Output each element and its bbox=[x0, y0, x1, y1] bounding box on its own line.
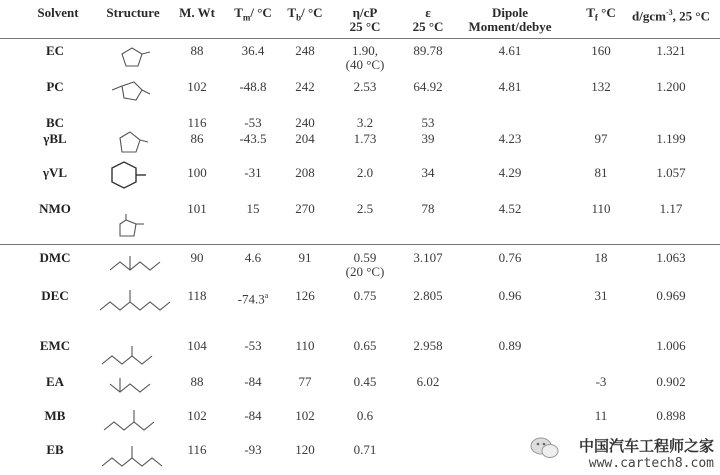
solvent-name: EA bbox=[45, 374, 65, 389]
viscosity-value: 2.0 bbox=[356, 165, 374, 180]
tb-value: 204 bbox=[295, 131, 315, 146]
tb-value: 242 bbox=[295, 79, 315, 94]
mw-value: 116 bbox=[187, 442, 207, 457]
ea-structure bbox=[104, 374, 164, 400]
watermark-url: www.cartech8.com bbox=[588, 456, 714, 471]
viscosity-value: 1.90, (40 °C) bbox=[345, 43, 385, 72]
dipole-value: 0.76 bbox=[498, 250, 522, 265]
tf-value: 97 bbox=[594, 131, 608, 146]
density-value: 0.898 bbox=[656, 408, 686, 423]
header-viscosity: η/cP 25 °C bbox=[349, 5, 381, 34]
permittivity-value: 2.805 bbox=[413, 288, 443, 303]
viscosity-value: 0.45 bbox=[353, 374, 377, 389]
viscosity-value: 0.65 bbox=[353, 338, 377, 353]
permittivity-value: 39 bbox=[421, 131, 435, 146]
density-value: 1.17 bbox=[659, 201, 683, 216]
header-rule bbox=[0, 38, 720, 39]
permittivity-value: 89.78 bbox=[413, 43, 443, 58]
density-value: 1.006 bbox=[656, 338, 686, 353]
dipole-value: 4.81 bbox=[498, 79, 522, 94]
tb-value: 110 bbox=[295, 338, 315, 353]
pc-structure bbox=[104, 76, 164, 110]
mw-value: 118 bbox=[187, 288, 207, 303]
mw-value: 100 bbox=[187, 165, 207, 180]
nmo-structure bbox=[108, 212, 160, 242]
permittivity-value: 78 bbox=[421, 201, 435, 216]
tf-value: -3 bbox=[595, 374, 607, 389]
solvent-name: PC bbox=[46, 79, 64, 94]
mw-value: 90 bbox=[190, 250, 204, 265]
header-tf: $T_f$ °C bbox=[586, 5, 616, 23]
viscosity-value: 0.75 bbox=[353, 288, 377, 303]
dmc-structure bbox=[104, 250, 164, 276]
mw-value: 101 bbox=[187, 201, 207, 216]
tm-value: 15 bbox=[246, 201, 260, 216]
header-permittivity: ε 25 °C bbox=[412, 5, 444, 34]
dipole-value: 0.96 bbox=[498, 288, 522, 303]
ec-structure bbox=[110, 40, 160, 80]
tm-value: -84 bbox=[244, 374, 262, 389]
eb-structure bbox=[98, 442, 174, 472]
tm-value: -93 bbox=[244, 442, 262, 457]
dipole-value: 4.52 bbox=[498, 201, 522, 216]
tm-value: -48.8 bbox=[239, 79, 267, 94]
viscosity-value: 0.59 (20 °C) bbox=[345, 250, 385, 279]
mw-value: 116 bbox=[187, 115, 207, 130]
dec-structure bbox=[96, 284, 174, 314]
tm-value: -53 bbox=[244, 338, 262, 353]
tb-value: 91 bbox=[298, 250, 312, 265]
tb-value: 120 bbox=[295, 442, 315, 457]
mw-value: 102 bbox=[187, 408, 207, 423]
solvent-name: EMC bbox=[39, 338, 71, 353]
dipole-value: 4.23 bbox=[498, 131, 522, 146]
dipole-value: 4.61 bbox=[498, 43, 522, 58]
tb-value: 208 bbox=[295, 165, 315, 180]
tb-value: 102 bbox=[295, 408, 315, 423]
tf-value: 31 bbox=[594, 288, 608, 303]
density-value: 1.057 bbox=[656, 165, 686, 180]
viscosity-value: 1.73 bbox=[353, 131, 377, 146]
mb-structure bbox=[100, 404, 166, 436]
watermark bbox=[579, 435, 714, 471]
density-value: 0.902 bbox=[656, 374, 686, 389]
viscosity-value: 0.6 bbox=[356, 408, 374, 423]
tb-value: 126 bbox=[295, 288, 315, 303]
tm-value: 4.6 bbox=[244, 250, 262, 265]
mw-value: 104 bbox=[187, 338, 207, 353]
solvent-name: NMO bbox=[39, 201, 71, 216]
group-divider-rule bbox=[0, 244, 720, 245]
header-structure: Structure bbox=[106, 5, 160, 20]
permittivity-value: 64.92 bbox=[413, 79, 443, 94]
tf-value: 110 bbox=[591, 201, 611, 216]
gvl-structure bbox=[102, 160, 164, 190]
mw-value: 88 bbox=[190, 374, 204, 389]
tm-value: -53 bbox=[244, 115, 262, 130]
tm-value: 36.4 bbox=[241, 43, 265, 58]
tb-value: 248 bbox=[295, 43, 315, 58]
solvent-name: γBL bbox=[43, 131, 67, 146]
solvent-name: DMC bbox=[39, 250, 71, 265]
solvent-name: DEC bbox=[41, 288, 69, 303]
gbl-structure bbox=[110, 128, 160, 158]
tm-value: -84 bbox=[244, 408, 262, 423]
solvent-name: EC bbox=[45, 43, 65, 58]
tb-value: 240 bbox=[295, 115, 315, 130]
tb-value: 77 bbox=[298, 374, 312, 389]
header-solvent: Solvent bbox=[37, 5, 79, 20]
mw-value: 102 bbox=[187, 79, 207, 94]
permittivity-value: 53 bbox=[421, 115, 435, 130]
density-value: 1.200 bbox=[656, 79, 686, 94]
solvent-name: BC bbox=[45, 115, 65, 130]
viscosity-value: 0.71 bbox=[353, 442, 377, 457]
density-value: 1.199 bbox=[656, 131, 686, 146]
tf-value: 160 bbox=[591, 43, 611, 58]
header-tb: $T_b/$ °C bbox=[287, 5, 323, 23]
permittivity-value: 3.107 bbox=[413, 250, 443, 265]
solvent-name: MB bbox=[44, 408, 66, 423]
tf-value: 81 bbox=[594, 165, 608, 180]
header-tm: $T_m/$ °C bbox=[234, 5, 272, 23]
tb-value: 270 bbox=[295, 201, 315, 216]
density-value: 1.063 bbox=[656, 250, 686, 265]
emc-structure bbox=[98, 344, 168, 370]
permittivity-value: 6.02 bbox=[416, 374, 440, 389]
header-dipole: Dipole Moment/debye bbox=[468, 5, 552, 34]
tm-value: -31 bbox=[244, 165, 262, 180]
viscosity-value: 2.53 bbox=[353, 79, 377, 94]
viscosity-value: 3.2 bbox=[356, 115, 374, 130]
permittivity-value: 34 bbox=[421, 165, 435, 180]
permittivity-value: 2.958 bbox=[413, 338, 443, 353]
header-mw: M. Wt bbox=[179, 5, 215, 20]
tf-value: 11 bbox=[594, 408, 608, 423]
dipole-value: 4.29 bbox=[498, 165, 522, 180]
solvent-name: EB bbox=[46, 442, 64, 457]
tm-value: -74.3$^a$ bbox=[237, 291, 269, 307]
tm-value: -43.5 bbox=[239, 131, 267, 146]
solvent-name: γVL bbox=[42, 165, 68, 180]
viscosity-value: 2.5 bbox=[356, 201, 374, 216]
tf-value: 132 bbox=[591, 79, 611, 94]
dipole-value: 0.89 bbox=[498, 338, 522, 353]
tf-value: 18 bbox=[594, 250, 608, 265]
mw-value: 88 bbox=[190, 43, 204, 58]
density-value: 1.321 bbox=[656, 43, 686, 58]
wechat-icon bbox=[530, 435, 560, 461]
mw-value: 86 bbox=[190, 131, 204, 146]
header-density: d/gcm$^{-3}$, 25 °C bbox=[632, 8, 710, 24]
watermark-title: 中国汽车工程师之家 bbox=[578, 437, 714, 455]
density-value: 0.969 bbox=[656, 288, 686, 303]
